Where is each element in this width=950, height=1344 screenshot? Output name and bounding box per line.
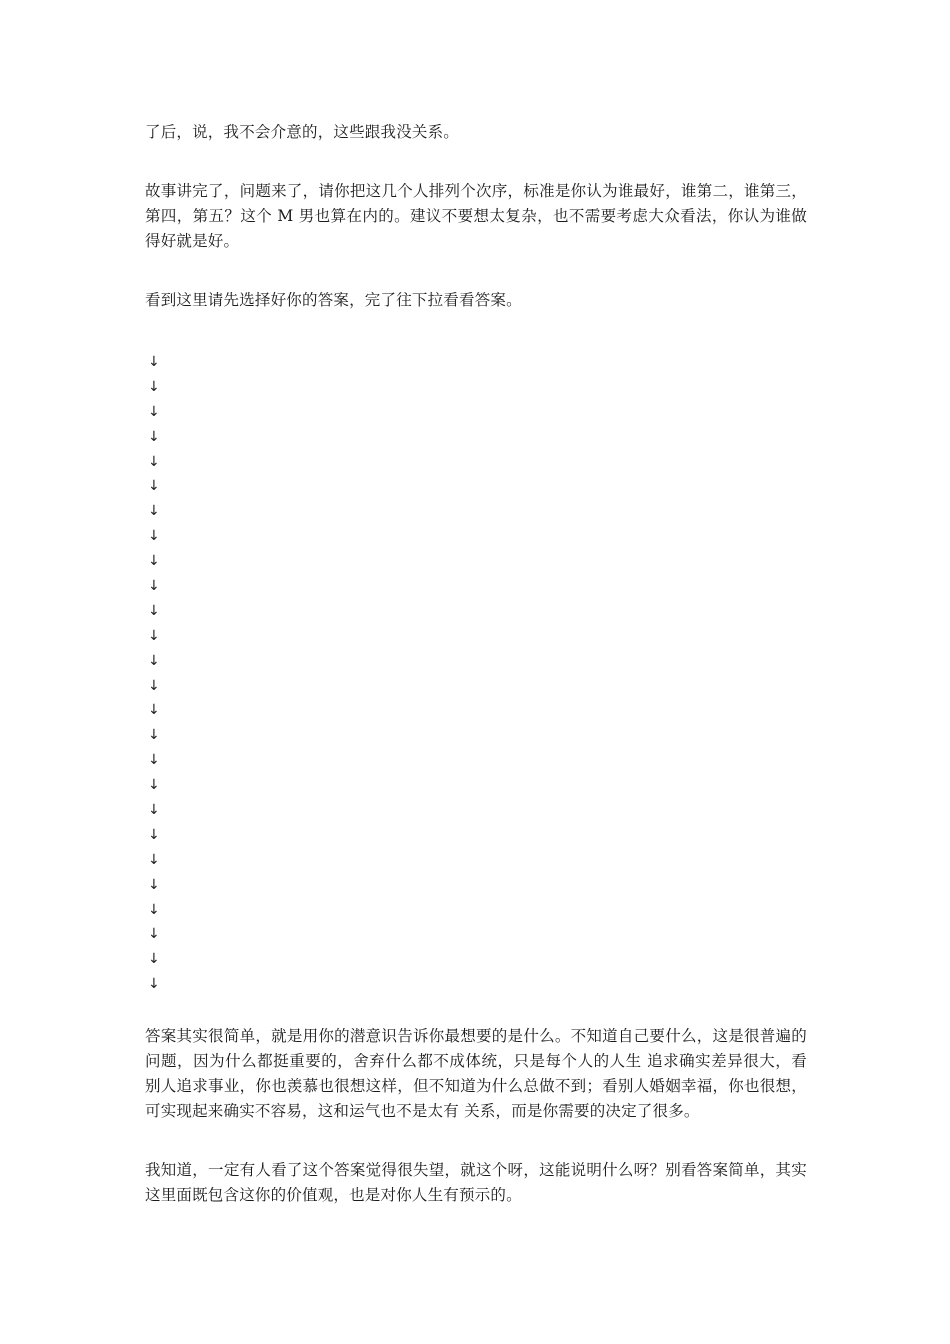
down-arrow-icon: ↓ xyxy=(148,652,160,669)
down-arrow-icon: ↓ xyxy=(148,901,160,918)
paragraph-instruction: 看到这里请先选择好你的答案，完了往下拉看看答案。 xyxy=(145,291,522,309)
down-arrow-icon: ↓ xyxy=(148,752,160,769)
down-arrow-icon: ↓ xyxy=(148,428,160,445)
down-arrow-icon: ↓ xyxy=(148,951,160,968)
paragraph-question: 故事讲完了，问题来了，请你把这几个人排列个次序，标准是你认为谁最好，谁第二，谁第三，第四，第五？这个 M 男也算在内的。建议不要想太复杂，也不需要考虑大众看法，你认为谁做得好就是好。 xyxy=(145,182,807,250)
paragraph-conclusion: 我知道，一定有人看了这个答案觉得很失望，就这个呀，这能说明什么呀？别看答案简单，其实这里面既包含这你的价值观，也是对你人生有预示的。 xyxy=(145,1161,807,1205)
down-arrow-icon: ↓ xyxy=(148,553,160,570)
down-arrow-icon: ↓ xyxy=(148,777,160,794)
down-arrow-icon: ↓ xyxy=(148,354,160,370)
down-arrow-icon: ↓ xyxy=(148,602,160,619)
down-arrow-icon: ↓ xyxy=(148,677,160,694)
down-arrow-icon: ↓ xyxy=(148,926,160,943)
paragraph-intro-end: 了后，说，我不会介意的，这些跟我没关系。 xyxy=(145,123,460,141)
down-arrow-icon: ↓ xyxy=(148,826,160,843)
down-arrow-icon: ↓ xyxy=(148,453,160,470)
down-arrow-icon: ↓ xyxy=(148,403,160,420)
down-arrow-icon: ↓ xyxy=(148,578,160,595)
down-arrow-icon: ↓ xyxy=(148,802,160,819)
down-arrow-icon: ↓ xyxy=(148,851,160,868)
scroll-down-arrows xyxy=(145,350,807,997)
down-arrow-icon: ↓ xyxy=(148,627,160,644)
down-arrow-icon: ↓ xyxy=(148,478,160,495)
document-page xyxy=(145,120,807,1208)
down-arrow-icon: ↓ xyxy=(148,503,160,520)
down-arrow-icon: ↓ xyxy=(148,876,160,893)
down-arrow-icon: ↓ xyxy=(148,727,160,744)
paragraph-answer: 答案其实很简单，就是用你的潜意识告诉你最想要的是什么。不知道自己要什么，这是很普遍的问题，因为什么都挺重要的，舍弃什么都不成体统，只是每个人的人生 追求确实差异很大，看别人追求事业，你也羡慕也很想这样，但不知道为什么总做不到；看别人婚姻幸福，你也很想，可实现起来确实不容易，这和运气也不是太有 关系，而是你需要的决定了很多。 xyxy=(145,1027,807,1121)
down-arrow-icon: ↓ xyxy=(148,528,160,545)
down-arrow-icon: ↓ xyxy=(148,378,160,395)
down-arrow-icon: ↓ xyxy=(148,976,160,993)
down-arrow-icon: ↓ xyxy=(148,702,160,719)
